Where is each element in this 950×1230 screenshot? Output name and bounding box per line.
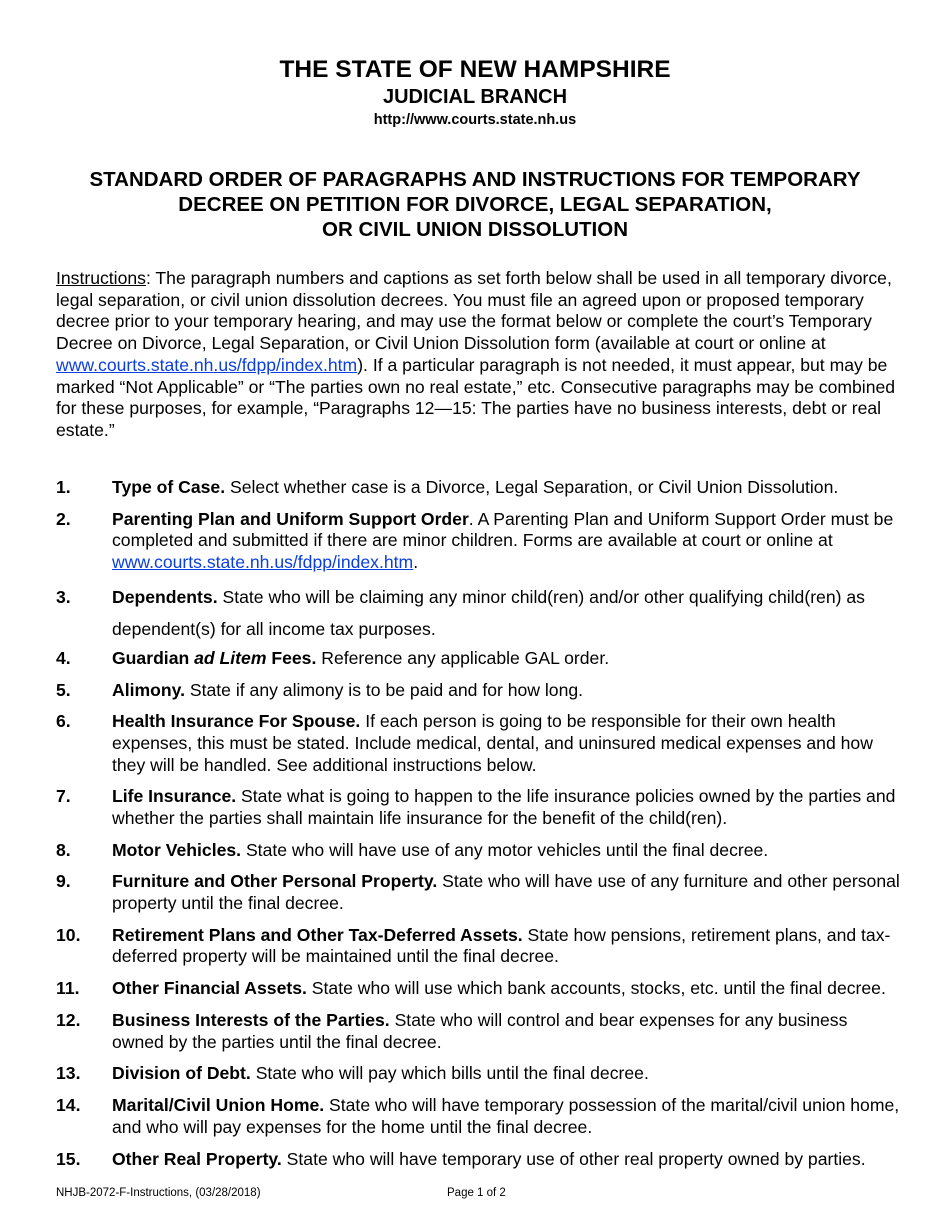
caption-italic: ad Litem — [194, 647, 267, 668]
item-number: 2. — [56, 508, 71, 529]
item-number: 6. — [56, 711, 71, 732]
item-caption: Health Insurance For Spouse. — [112, 711, 361, 732]
item-number: 4. — [56, 647, 71, 668]
document-title — [40, 167, 910, 242]
item-number: 14. — [56, 1095, 81, 1116]
list-item — [56, 648, 901, 670]
list-item — [56, 1063, 901, 1085]
list-item — [56, 581, 901, 646]
item-number: 5. — [56, 679, 71, 700]
item-number: 10. — [56, 924, 81, 945]
item-caption: Parenting Plan and Uniform Support Order — [112, 508, 469, 529]
page-number: Page 1 of 2 — [447, 1187, 506, 1199]
item-caption: Other Financial Assets. — [112, 978, 307, 999]
title-line-2: DECREE ON PETITION FOR DIVORCE, LEGAL SEPARATION, — [178, 193, 772, 216]
list-item — [56, 786, 901, 829]
item-text: State if any alimony is to be paid and for how long. — [185, 679, 584, 700]
item-number: 7. — [56, 786, 71, 807]
item-caption: Motor Vehicles. — [112, 839, 242, 860]
item-text: Reference any applicable GAL order. — [316, 647, 610, 668]
item-caption: Life Insurance. — [112, 786, 237, 807]
item-text-end: . — [413, 551, 419, 572]
item-text: State who will pay which bills until the final decree. — [250, 1063, 649, 1084]
item-text: State how pensions, retirement plans, and tax-deferred property will be maintained until the final decree. — [112, 924, 891, 967]
item-text: State who will be claiming any minor child(ren) and/or other qualifying child(ren) as dependent(s) for all income tax purposes. — [112, 586, 865, 640]
instructions-text-continued: ). If a particular paragraph is not needed, it must appear, but may be marked “Not Applicable” or “The parties own no real estate,” etc. Consecutive paragraphs may be combined for these purposes, for example, “Paragraphs 12—15: The parties have no business interests, debt or real estate.” — [56, 354, 896, 440]
forms-link[interactable]: www.courts.state.nh.us/fdpp/index.htm — [56, 354, 358, 375]
item-text: State who will use which bank accounts, stocks, etc. until the final decree. — [306, 978, 886, 999]
item-number: 1. — [56, 477, 71, 497]
list-item — [56, 1149, 901, 1171]
title-line-3: OR CIVIL UNION DISSOLUTION — [322, 218, 628, 241]
caption-part: Fees. — [266, 647, 317, 668]
item-caption: Furniture and Other Personal Property. — [112, 871, 438, 892]
item-number: 12. — [56, 1009, 81, 1030]
item-text: If each person is going to be responsible for their own health expenses, this must be stated. Include medical, dental, and uninsured medical expenses and how they will be handled. See additional instructions below. — [112, 711, 873, 775]
list-item — [56, 871, 901, 914]
item-caption: Retirement Plans and Other Tax-Deferred Assets. — [112, 924, 523, 945]
item-caption: Business Interests of the Parties. — [112, 1009, 390, 1030]
instructions-text: : The paragraph numbers and captions as set forth below shall be used in all temporary divorce, legal separation, or civil union dissolution decrees. You must file an agreed upon or proposed temporary decree prior to your temporary hearing, and may use the format below or complete the court’s Temporary Decree on Divorce, Legal Separation, or Civil Union Dissolution form (available at court or online at — [56, 268, 892, 354]
branch-heading: JUDICIAL BRANCH — [382, 86, 568, 108]
list-item — [56, 477, 901, 499]
list-item — [56, 1095, 901, 1138]
instructions-label: Instructions — [56, 268, 146, 288]
item-text: Select whether case is a Divorce, Legal Separation, or Civil Union Dissolution. — [225, 477, 839, 497]
item-number: 15. — [56, 1148, 81, 1169]
list-item — [56, 978, 901, 1000]
title-line-1: STANDARD ORDER OF PARAGRAPHS AND INSTRUCTIONS FOR TEMPORARY — [89, 168, 861, 191]
list-item — [56, 680, 901, 702]
instructions-paragraph — [56, 268, 901, 442]
list-item — [56, 1010, 901, 1053]
form-identifier: NHJB-2072-F-Instructions, (03/28/2018) — [56, 1187, 261, 1199]
list-item — [56, 925, 901, 968]
item-text: State who will have temporary use of other real property owned by parties. — [281, 1148, 866, 1169]
item-caption: Division of Debt. — [112, 1063, 251, 1084]
item-text: . A Parenting Plan and Uniform Support Order must be completed and submitted if there are minor children. Forms are available at court or online at — [112, 508, 894, 551]
item-number: 9. — [56, 871, 71, 892]
item-text: State who will have temporary possession of the marital/civil union home, and who will pay expenses for the home until the final decree. — [112, 1095, 900, 1137]
list-item — [56, 711, 901, 776]
item-caption: Other Real Property. — [112, 1148, 282, 1169]
list-item — [56, 509, 901, 574]
list-item — [56, 840, 901, 862]
document-header — [0, 56, 950, 130]
forms-link[interactable]: www.courts.state.nh.us/fdpp/index.htm — [112, 551, 414, 572]
item-caption: Alimony. — [112, 679, 185, 700]
court-url: http://www.courts.state.nh.us — [373, 112, 577, 128]
item-number: 11. — [56, 978, 80, 999]
item-text: State who will have use of any furniture and other personal property until the final decree. — [112, 871, 900, 914]
item-number: 8. — [56, 839, 71, 860]
item-text: State who will control and bear expenses for any business owned by the parties until the final decree. — [112, 1009, 848, 1052]
item-text: State what is going to happen to the life insurance policies owned by the parties and whether the parties shall maintain life insurance for the benefit of the child(ren). — [112, 786, 896, 828]
item-text: State who will have use of any motor vehicles until the final decree. — [241, 839, 769, 860]
state-heading: THE STATE OF NEW HAMPSHIRE — [279, 56, 671, 83]
item-caption — [112, 648, 316, 668]
item-caption: Type of Case. — [112, 477, 226, 497]
caption-part: Guardian — [112, 647, 195, 668]
paragraph-list — [56, 477, 901, 1180]
item-number: 3. — [56, 586, 71, 607]
item-number: 13. — [56, 1063, 81, 1084]
item-caption: Dependents. — [112, 586, 218, 607]
item-caption: Marital/Civil Union Home. — [112, 1095, 325, 1116]
